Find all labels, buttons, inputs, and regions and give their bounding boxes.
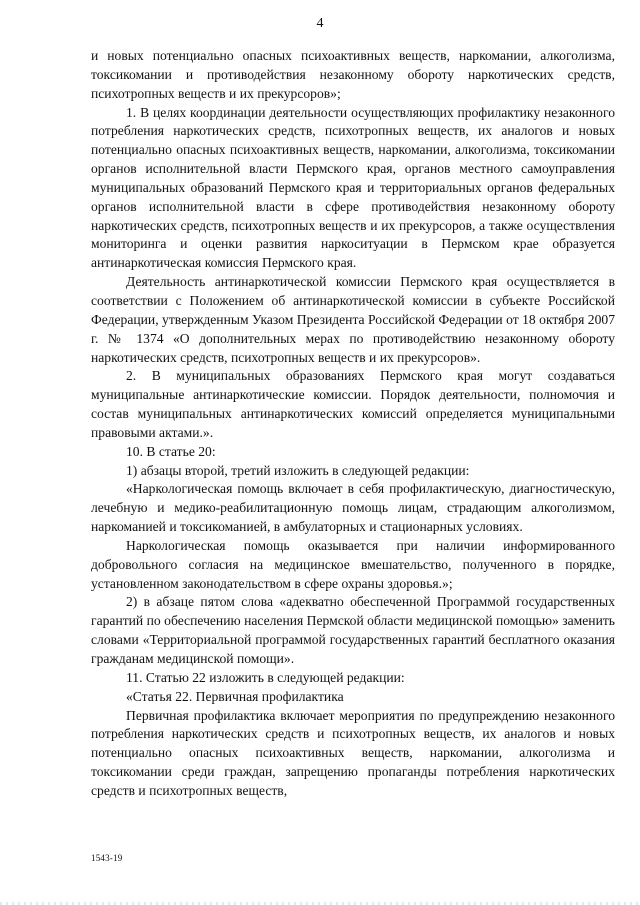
paragraph-commission-creation: 1. В целях координации деятельности осуществляющих профилактику незаконного потребления наркотических средств, психотропных веществ, их аналогов и новых потенциально опасных психоактивных веществ, наркомании, алкоголизма, токсикомании органов исполнительной власти Пермского края, органов местного самоуправления муниципальных образований Пермского края и территориальных органов федеральных органов исполнительной власти в сфере противодействия незаконному обороту наркотических средств, психотропных веществ и их прекурсоров, а также осуществления мониторинга и оценки развития наркоситуации в Пермском крае образуется антинаркотическая комиссия Пермского края.	[91, 104, 615, 271]
paragraph-article-22-heading: 11. Статью 22 изложить в следующей редакции:	[126, 669, 405, 685]
paragraph-primary-prevention: Первичная профилактика включает мероприятия по предупреждению незаконного потребления наркотических средств и психотропных веществ, их аналогов и новых потенциально опасных психоактивных веществ, наркомании, алкоголизма и токсикомании среди граждан, запрещению пропаганды потребления наркотических средств и психотропных веществ,	[91, 707, 615, 798]
document-body	[91, 47, 615, 801]
paragraph-article-20-item-1: 1) абзацы второй, третий изложить в следующей редакции:	[126, 462, 470, 478]
paragraph-narcological-help: «Наркологическая помощь включает в себя профилактическую, диагностическую, лечебную и медико-реабилитационную помощь лицам, страдающим алкоголизмом, наркоманией и токсикоманией, в амбулаторных и стационарных условиях.	[91, 481, 615, 535]
paragraph-commission-activity: Деятельность антинаркотической комиссии Пермского края осуществляется в соответствии с Положением об антинаркотической комиссии в субъекте Российской Федерации, утвержденным Указом Президента Российской Федерации от 18 октября 2007 г. № 1374 «О дополнительных мерах по противодействию незаконному обороту наркотических средств, психотропных веществ и их прекурсоров».	[91, 274, 615, 365]
page-number: 4	[316, 16, 324, 31]
paragraph-continuation: и новых потенциально опасных психоактивных веществ, наркомании, алкоголизма, токсикомании и противодействия незаконному обороту наркотических средств, психотропных веществ и их прекурсоров»;	[91, 48, 615, 101]
paragraph-informed-consent: Наркологическая помощь оказывается при наличии информированного добровольного согласия на медицинское вмешательство, полученного в порядке, установленном законодательством в сфере охраны здоровья.»;	[91, 537, 615, 591]
paragraph-article-20-heading: 10. В статье 20:	[126, 443, 216, 459]
paragraph-article-22-title: «Статья 22. Первичная профилактика	[126, 688, 344, 704]
paragraph-article-20-item-2: 2) в абзаце пятом слова «адекватно обеспеченной Программой государственных гарантий по обеспечению населения Пермской области медицинской помощью» заменить словами «Территориальной программой государственных гарантий бесплатного оказания гражданам медицинской помощи».	[91, 594, 615, 666]
document-code: 1543-19	[91, 853, 123, 863]
paragraph-municipal-commissions: 2. В муниципальных образованиях Пермского края могут создаваться муниципальные антинаркотические комиссии. Порядок деятельности, полномочия и состав муниципальных антинаркотических комиссий определяется муниципальными правовыми актами.».	[91, 368, 615, 440]
